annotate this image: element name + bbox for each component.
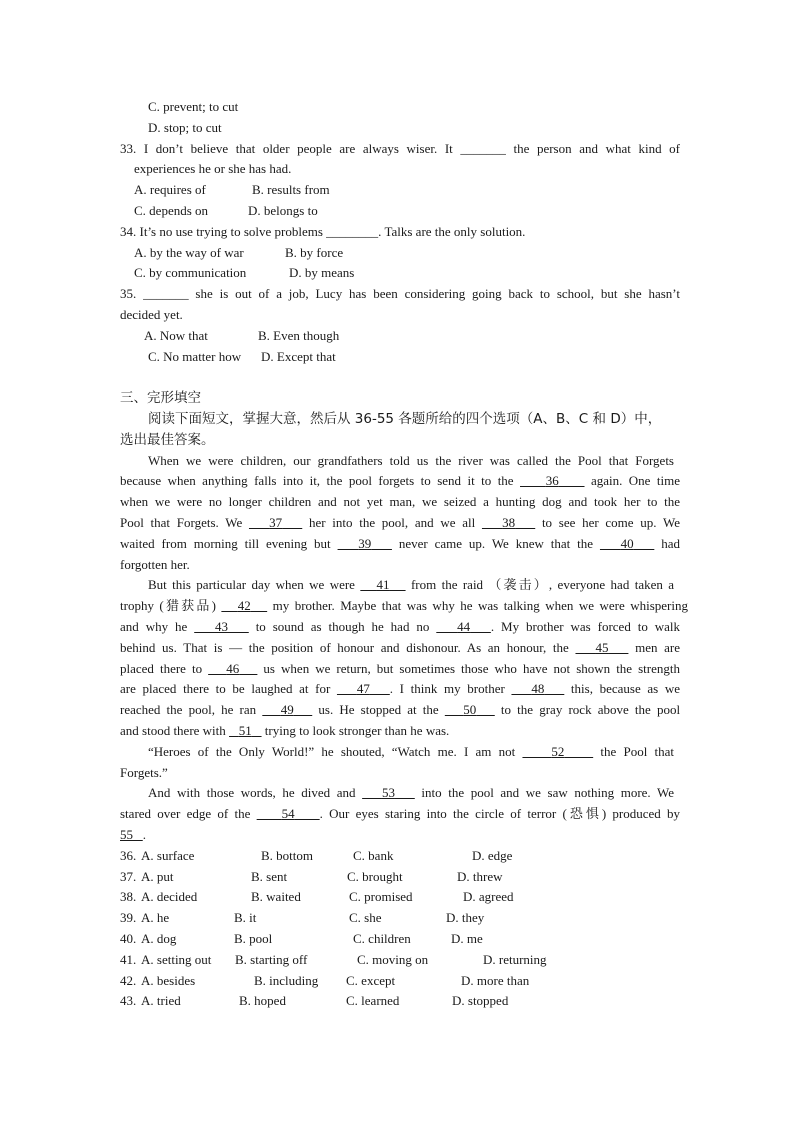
passage-line: “Heroes of the Only World!” he shouted, “Watch me. I am not 52 the Pool that xyxy=(148,744,675,759)
blank-44: 44 xyxy=(457,619,471,634)
answer-41-option-c: C. moving on xyxy=(357,952,429,967)
q35-option-b: B. Even though xyxy=(258,328,340,343)
section-heading: 三、完形填空 xyxy=(120,390,201,406)
answer-43-number: 43. xyxy=(120,993,137,1008)
blank-48: 48 xyxy=(531,681,545,696)
blank-49: 49 xyxy=(280,702,294,717)
answer-40-option-c: C. children xyxy=(353,931,411,946)
answer-43-option-b: B. hoped xyxy=(239,993,286,1008)
answer-38-option-c: C. promised xyxy=(349,889,413,904)
passage-line: and stood there with 51 trying to look stronger than he was. xyxy=(120,723,450,738)
passage-line: And with those words, he dived and 53 into the pool and we saw nothing more. We xyxy=(148,785,675,800)
passage-line: stared over edge of the 54 . Our eyes staring into the circle of terror (恐惧) produced by xyxy=(120,806,681,821)
answer-42-number: 42. xyxy=(120,973,137,988)
answer-38-option-d: D. agreed xyxy=(463,889,514,904)
answer-41-option-a: A. setting out xyxy=(141,952,212,967)
q33-stem-line2: experiences he or she has had. xyxy=(134,161,292,176)
answer-43-option-a: A. tried xyxy=(141,993,181,1008)
answer-41-option-b: B. starting off xyxy=(235,952,308,967)
passage-line: When we were children, our grandfathers told us the river was called the Pool that Forgets xyxy=(148,453,674,468)
answer-40-option-d: D. me xyxy=(451,931,483,946)
passage-line: placed there to 46 us when we return, but sometimes those who have not shown the strength xyxy=(120,661,681,676)
blank-38: 38 xyxy=(502,515,516,530)
blank-40: 40 xyxy=(620,536,634,551)
q35-option-a: A. Now that xyxy=(144,328,208,343)
answer-41-option-d: D. returning xyxy=(483,952,547,967)
q34-option-c: C. by communication xyxy=(134,265,247,280)
blank-55: 55 xyxy=(120,827,133,842)
blank-37: 37 xyxy=(269,515,283,530)
q33-option-c: C. depends on xyxy=(134,203,209,218)
q33-option-a: A. requires of xyxy=(134,182,206,197)
blank-51: 51 xyxy=(238,723,252,738)
q34-option-a: A. by the way of war xyxy=(134,245,244,260)
section-instructions-line1: 阅读下面短文，掌握大意，然后从 36-55 各题所给的四个选项（A、B、C 和 D）中， xyxy=(148,411,662,427)
passage-line: trophy (猎获品) 42 my brother. Maybe that was why he was talking when we were whispering xyxy=(120,598,688,613)
q35-stem-line1: 35. _______ she is out of a job, Lucy has been considering going back to school, but she hasn’t xyxy=(120,286,680,301)
q34-option-d: D. by means xyxy=(289,265,355,280)
answer-37-option-a: A. put xyxy=(141,869,174,884)
blank-39: 39 xyxy=(358,536,372,551)
section-instructions-line2: 选出最佳答案。 xyxy=(120,432,215,448)
answer-43-option-c: C. learned xyxy=(346,993,400,1008)
blank-46: 46 xyxy=(226,661,240,676)
q32-option-c: C. prevent; to cut xyxy=(148,99,239,114)
answer-38-option-b: B. waited xyxy=(251,889,301,904)
blank-53: 53 xyxy=(381,785,395,800)
q35-stem-line2: decided yet. xyxy=(120,307,183,322)
answer-36-option-b: B. bottom xyxy=(261,848,314,863)
answer-38-option-a: A. decided xyxy=(141,889,198,904)
blank-36: 36 xyxy=(545,473,559,488)
answer-42-option-a: A. besides xyxy=(141,973,196,988)
passage-line: are placed there to be laughed at for 47 . I think my brother 48 this, because as we xyxy=(120,681,681,696)
passage-line: Pool that Forgets. We 37 her into the pool, and we all 38 to see her come up. We xyxy=(120,515,680,530)
blank-45: 45 xyxy=(595,640,609,655)
answer-41-number: 41. xyxy=(120,952,137,967)
q33-option-d: D. belongs to xyxy=(248,203,318,218)
passage-line: reached the pool, he ran 49 us. He stopped at the 50 to the gray rock above the pool xyxy=(120,702,681,717)
answer-42-option-b: B. including xyxy=(254,973,319,988)
blank-41: 41 xyxy=(376,577,390,592)
passage-line: forgotten her. xyxy=(120,557,190,572)
q35-option-d: D. Except that xyxy=(261,349,336,364)
answer-38-number: 38. xyxy=(120,889,137,904)
blank-42: 42 xyxy=(237,598,251,613)
answer-37-option-b: B. sent xyxy=(251,869,288,884)
passage-line: But this particular day when we were 41 from the raid （袭击）, everyone had taken a xyxy=(148,577,674,592)
answer-36-number: 36. xyxy=(120,848,137,863)
answer-37-number: 37. xyxy=(120,869,137,884)
blank-54: 54 xyxy=(281,806,295,821)
passage-line: Forgets.” xyxy=(120,765,168,780)
answer-36-option-c: C. bank xyxy=(353,848,394,863)
answer-42-option-c: C. except xyxy=(346,973,396,988)
answer-39-option-a: A. he xyxy=(141,910,170,925)
answer-39-option-d: D. they xyxy=(446,910,485,925)
answer-39-option-c: C. she xyxy=(349,910,382,925)
passage-line: because when anything falls into it, the pool forgets to send it to the 36 again. One time xyxy=(120,473,680,488)
passage-line: when we were no longer children and not yet man, we seized a hunting dog and took her to the xyxy=(120,494,680,509)
answer-36-option-d: D. edge xyxy=(472,848,513,863)
passage-line: behind us. That is — the position of honour and dishonour. As an honour, the 45 men are xyxy=(120,640,680,655)
answer-40-number: 40. xyxy=(120,931,137,946)
answer-39-number: 39. xyxy=(120,910,137,925)
answer-36-option-a: A. surface xyxy=(141,848,195,863)
blank-50: 50 xyxy=(463,702,477,717)
q34-stem: 34. It’s no use trying to solve problems ________. Talks are the only solution. xyxy=(120,224,526,239)
answer-43-option-d: D. stopped xyxy=(452,993,509,1008)
answer-42-option-d: D. more than xyxy=(461,973,530,988)
answer-40-option-b: B. pool xyxy=(234,931,273,946)
q33-stem-line1: 33. I don’t believe that older people are always wiser. It _______ the person and what kind of xyxy=(120,141,680,156)
passage-line: 55 . xyxy=(120,827,146,842)
answer-37-option-d: D. threw xyxy=(457,869,503,884)
answer-40-option-a: A. dog xyxy=(141,931,177,946)
q33-option-b: B. results from xyxy=(252,182,330,197)
passage-line: waited from morning till evening but 39 never came up. We knew that the 40 had xyxy=(120,536,680,551)
q34-option-b: B. by force xyxy=(285,245,344,260)
answer-39-option-b: B. it xyxy=(234,910,257,925)
blank-52: 52 xyxy=(551,744,565,759)
q35-option-c: C. No matter how xyxy=(148,349,242,364)
answer-37-option-c: C. brought xyxy=(347,869,403,884)
blank-43: 43 xyxy=(214,619,228,634)
blank-47: 47 xyxy=(356,681,370,696)
q32-option-d: D. stop; to cut xyxy=(148,120,222,135)
passage-line: and why he 43 to sound as though he had no 44 . My brother was forced to walk xyxy=(120,619,681,634)
